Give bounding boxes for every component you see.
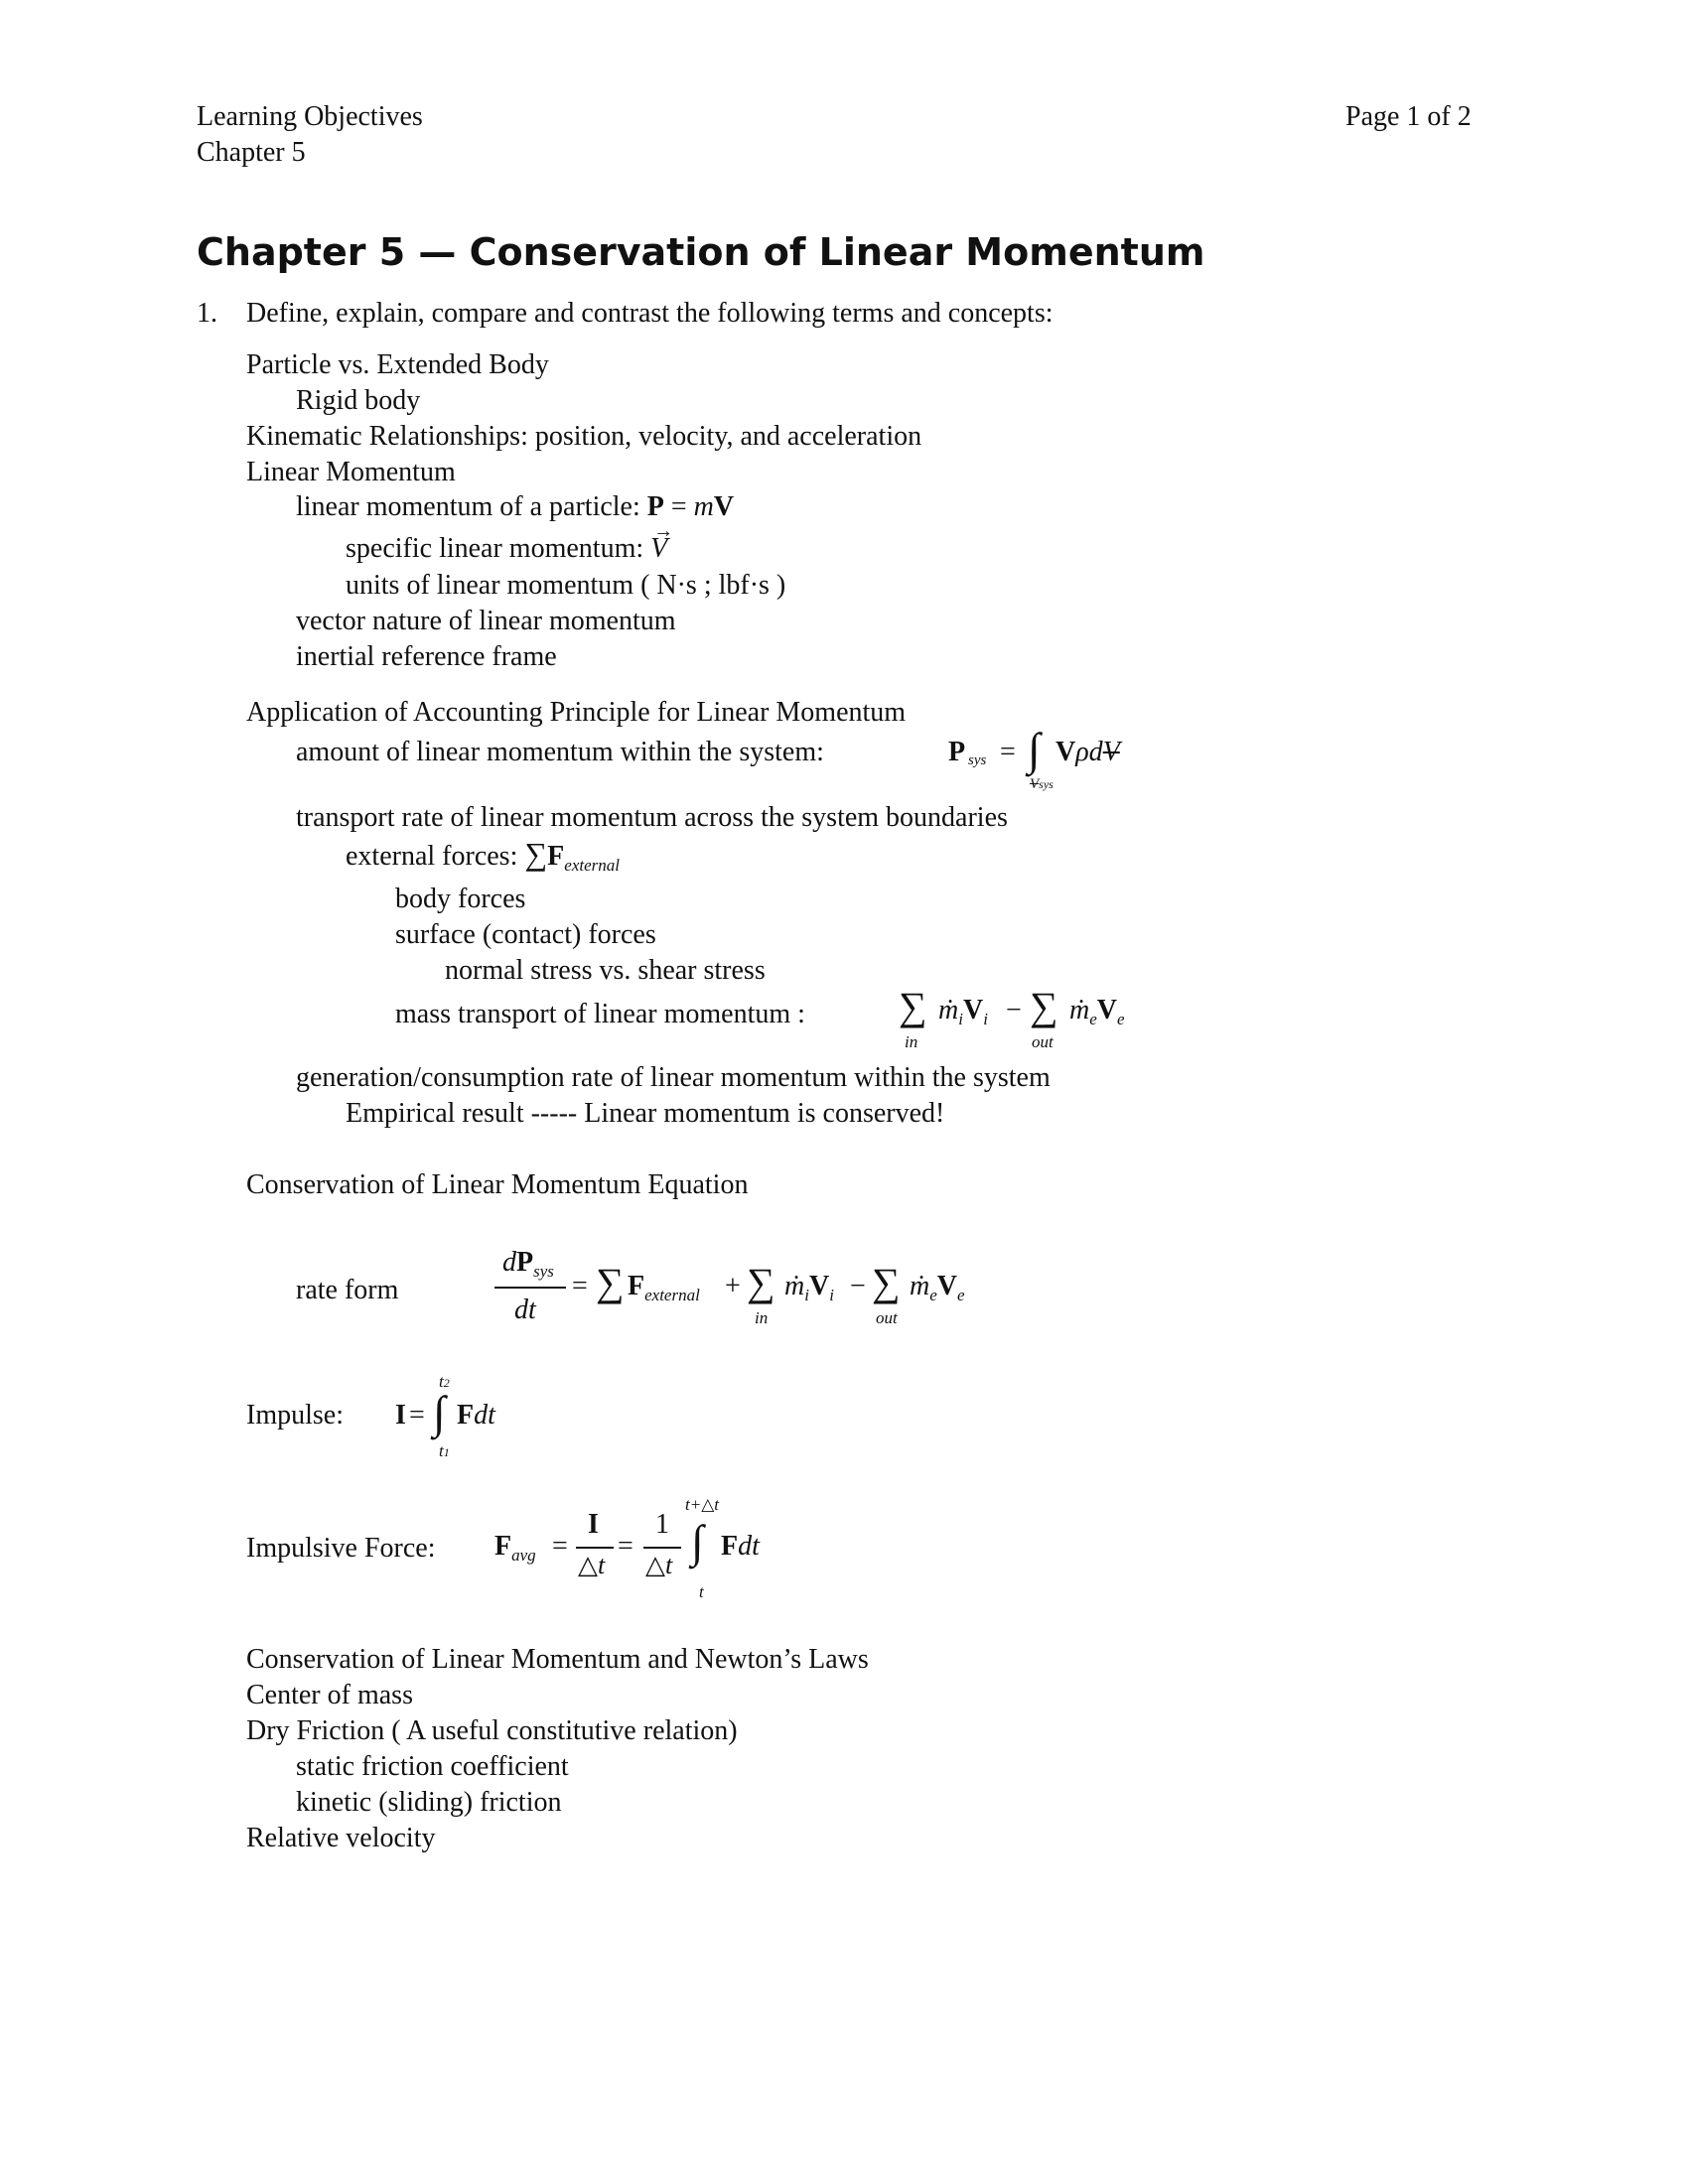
term-transport: transport rate of linear momentum across the system boundaries [296,802,1008,833]
equation-rate-form: $dP_{sys}$ dt = ∑ $F_{external}$ + ∑ in $ṁ_iV_i$ − ∑ out $ṁ_eV_e$ [494,1241,1011,1350]
term-empirical: Empirical result ----- Linear momentum is conserved! [346,1098,945,1129]
term-mass-transport: mass transport of linear momentum : [395,999,805,1029]
item-text: Define, explain, compare and contrast the following terms and concepts: [246,298,1054,329]
equation-p-mv: P = mV [646,491,735,522]
term-vector: vector nature of linear momentum [296,606,676,636]
term-specific-label: specific linear momentum: [346,533,644,564]
page-number: Page 1 of 2 [1345,101,1472,132]
equation-impulse: I = ∫ t2 t1 Fdt [395,1372,495,1460]
term-external [346,836,620,884]
term-generation: generation/consumption rate of linear momentum within the system [296,1062,1051,1093]
term-static: static friction coefficient [296,1751,569,1782]
term-rigid: Rigid body [296,385,421,416]
term-normal: normal stress vs. shear stress [445,955,766,986]
equation-p-sys: P sys = ∫ Vsys VρdV [948,724,1120,792]
term-inertial: inertial reference frame [296,641,557,672]
item-number: 1. [197,298,217,329]
equation-v-vector: → V [650,531,667,567]
term-impulse: Impulse: [246,1400,344,1431]
term-lm-particle-label: linear momentum of a particle: [296,491,640,522]
term-newton: Conservation of Linear Momentum and Newton’s Laws [246,1644,869,1675]
term-particle: Particle vs. Extended Body [246,349,549,380]
header-left-line1: Learning Objectives [197,101,423,132]
term-surface: surface (contact) forces [395,919,656,950]
term-conservation-equation: Conservation of Linear Momentum Equation [246,1169,749,1200]
term-impulsive-force: Impulsive Force: [246,1533,436,1564]
term-relative: Relative velocity [246,1823,436,1853]
term-application: Application of Accounting Principle for Linear Momentum [246,697,907,728]
header-left-line2: Chapter 5 [197,137,306,168]
term-units: units of linear momentum ( N·s ; lbf·s ) [346,570,786,601]
term-center: Center of mass [246,1680,413,1710]
term-kinetic: kinetic (sliding) friction [296,1787,562,1818]
equation-sum-f-external: $\sum F_{external}$ [524,836,620,875]
term-rate-form: rate form [296,1275,399,1305]
term-kinematic: Kinematic Relationships: position, velocity, and acceleration [246,421,922,452]
page-title: Chapter 5 — Conservation of Linear Momentum [197,230,1205,274]
equation-mass-transport: ∑ in $ṁ_iV_i$ − ∑ out $ṁ_eV_e$ [899,984,1125,1051]
term-linear-momentum: Linear Momentum [246,457,456,487]
term-dry: Dry Friction ( A useful constitutive relation) [246,1715,738,1746]
term-amount: amount of linear momentum within the system: [296,737,824,767]
term-external-label: external forces: [346,841,518,872]
term-body: body forces [395,884,526,914]
equation-impulsive-force: $F_{avg}$ = I △t = 1 △t ∫ t+△t t Fdt [494,1495,760,1601]
term-specific [346,531,667,567]
